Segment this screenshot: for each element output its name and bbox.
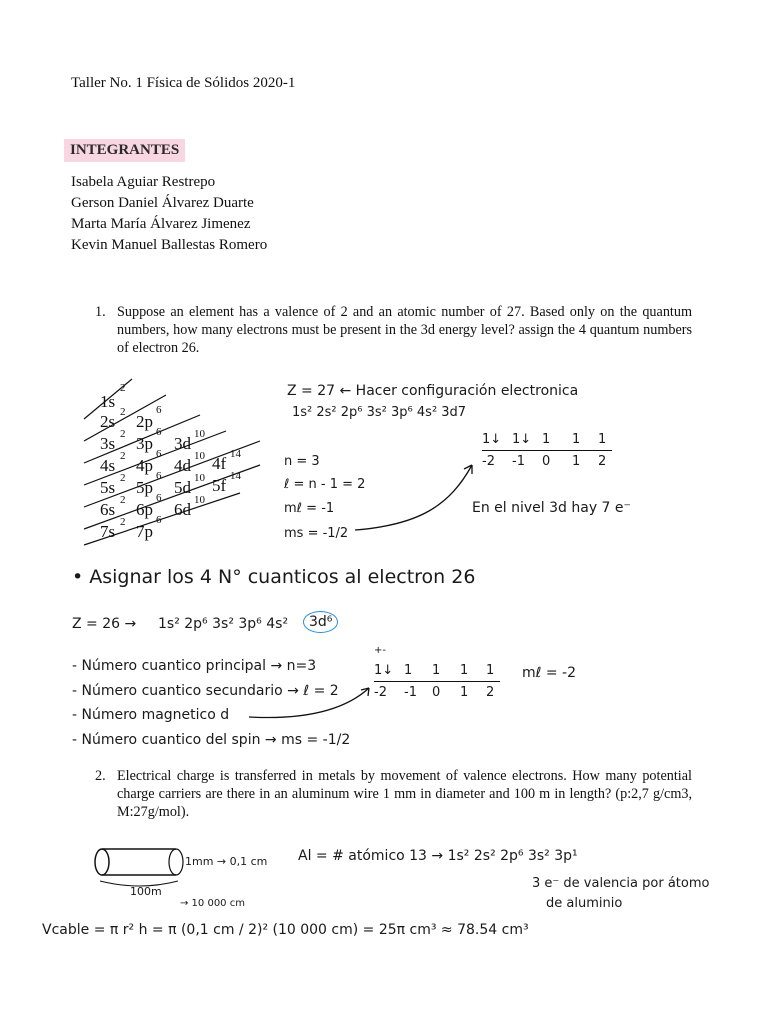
- detail-spin: - Número cuantico del spin → ms = -1/2: [72, 732, 351, 748]
- z27-note: Z = 27 ← Hacer configuración electronica: [287, 383, 579, 399]
- aufbau-diagram: [70, 375, 280, 550]
- svg-text:2: 2: [120, 494, 126, 506]
- svg-text:14: 14: [230, 470, 241, 482]
- valence-note-1: 3 e⁻ de valencia por átomo: [532, 876, 710, 891]
- curved-arrow-2: [245, 680, 385, 725]
- orbital-7p: 7p: [136, 522, 153, 541]
- member-name: Marta María Álvarez Jimenez: [71, 216, 251, 232]
- member-name: Gerson Daniel Álvarez Duarte: [71, 195, 254, 211]
- orbital-7s: 7s: [100, 522, 116, 541]
- svg-text:2: 2: [120, 450, 126, 462]
- curved-arrow: [350, 455, 490, 535]
- nivel-3d-note: En el nivel 3d hay 7 e⁻: [472, 500, 631, 516]
- orbital-3s: 3s: [100, 434, 116, 453]
- assign-heading: • Asignar los 4 N° cuanticos al electron 26: [72, 566, 476, 588]
- al-config: Al = # atómico 13 → 1s² 2s² 2p⁶ 3s² 3p¹: [298, 848, 578, 864]
- orbital-box-diagram-2: +- 1↓ 1 1 1 1 -2 -1 0 1 2: [374, 653, 514, 703]
- orbital-2p: 2p: [136, 412, 153, 431]
- svg-text:6: 6: [156, 514, 162, 526]
- orbital-5p: 5p: [136, 478, 153, 497]
- quantum-ml: mℓ = -1: [284, 501, 335, 516]
- svg-text:2: 2: [120, 428, 126, 440]
- config-27: 1s² 2s² 2p⁶ 3s² 3p⁶ 4s² 3d7: [292, 405, 467, 420]
- detail-magnetico: - Número magnetico d: [72, 707, 230, 723]
- question-text: Electrical charge is transferred in metals by movement of valence electrons. How many potential charge carriers are there in an aluminum wire 1 mm in diameter and 100 m in length? (p:2,7 g/cm3, M:27g/mol).: [117, 768, 692, 820]
- question-number: 2.: [95, 768, 106, 784]
- svg-text:2: 2: [120, 472, 126, 484]
- vcable-equation: Vcable = π r² h = π (0,1 cm / 2)² (10 000 cm) = 25π cm³ ≈ 78.54 cm³: [42, 922, 529, 938]
- orbital-4p: 4p: [136, 456, 153, 475]
- orbital-1s: 1s: [100, 392, 116, 411]
- orbital-5s: 5s: [100, 478, 116, 497]
- config-26: 1s² 2p⁶ 3s² 3p⁶ 4s²: [158, 616, 289, 632]
- orbital-6s: 6s: [100, 500, 116, 519]
- valence-note-2: de aluminio: [546, 896, 623, 911]
- svg-text:6: 6: [156, 426, 162, 438]
- svg-text:6: 6: [156, 492, 162, 504]
- orbital-2s: 2s: [100, 412, 116, 431]
- orbital-4s: 4s: [100, 456, 116, 475]
- orbital-5f: 5f: [212, 476, 227, 495]
- svg-text:10: 10: [194, 472, 205, 484]
- orbital-5d: 5d: [174, 478, 191, 497]
- question-text: Suppose an element has a valence of 2 and an atomic number of 27. Based only on the quantum numbers, how many electrons must be present in the 3d energy level? assign the 4 quantum numbers of electron 26.: [117, 304, 692, 356]
- svg-text:2: 2: [120, 516, 126, 528]
- svg-text:10: 10: [194, 428, 205, 440]
- detail-secundario: - Número cuantico secundario → ℓ = 2: [72, 683, 339, 699]
- question-1: [95, 303, 715, 363]
- svg-text:10: 10: [194, 494, 205, 506]
- z26-label: Z = 26 →: [72, 616, 137, 632]
- document-title: Taller No. 1 Física de Sólidos 2020-1: [71, 75, 296, 91]
- quantum-n: n = 3: [284, 454, 320, 469]
- question-2: [95, 767, 715, 827]
- length-cm: → 10 000 cm: [180, 898, 245, 909]
- orbital-3d: 3d: [174, 434, 191, 453]
- orbital-3p: 3p: [136, 434, 153, 453]
- ml-result: mℓ = -2: [522, 665, 577, 681]
- detail-principal: - Número cuantico principal → n=3: [72, 658, 317, 674]
- orbital-4f: 4f: [212, 454, 227, 473]
- svg-text:6: 6: [156, 404, 162, 416]
- member-name: Kevin Manuel Ballestas Romero: [71, 237, 268, 253]
- svg-text:2: 2: [120, 406, 126, 418]
- svg-text:2: 2: [120, 382, 126, 394]
- question-number: 1.: [95, 304, 106, 320]
- svg-text:6: 6: [156, 470, 162, 482]
- quantum-l: ℓ = n - 1 = 2: [284, 477, 366, 492]
- orbital-6d: 6d: [174, 500, 191, 519]
- svg-text:10: 10: [194, 450, 205, 462]
- orbital-6p: 6p: [136, 500, 153, 519]
- orbital-4d: 4d: [174, 456, 191, 475]
- svg-text:6: 6: [156, 448, 162, 460]
- diameter-note: 1mm → 0,1 cm: [185, 855, 268, 868]
- section-label-integrantes: INTEGRANTES: [64, 139, 185, 162]
- quantum-ms: ms = -1/2: [284, 526, 349, 541]
- length-label: 100m: [130, 885, 162, 898]
- svg-text:14: 14: [230, 448, 241, 460]
- config-26-circled: 3d⁶: [303, 611, 338, 633]
- member-name: Isabela Aguiar Restrepo: [71, 174, 216, 190]
